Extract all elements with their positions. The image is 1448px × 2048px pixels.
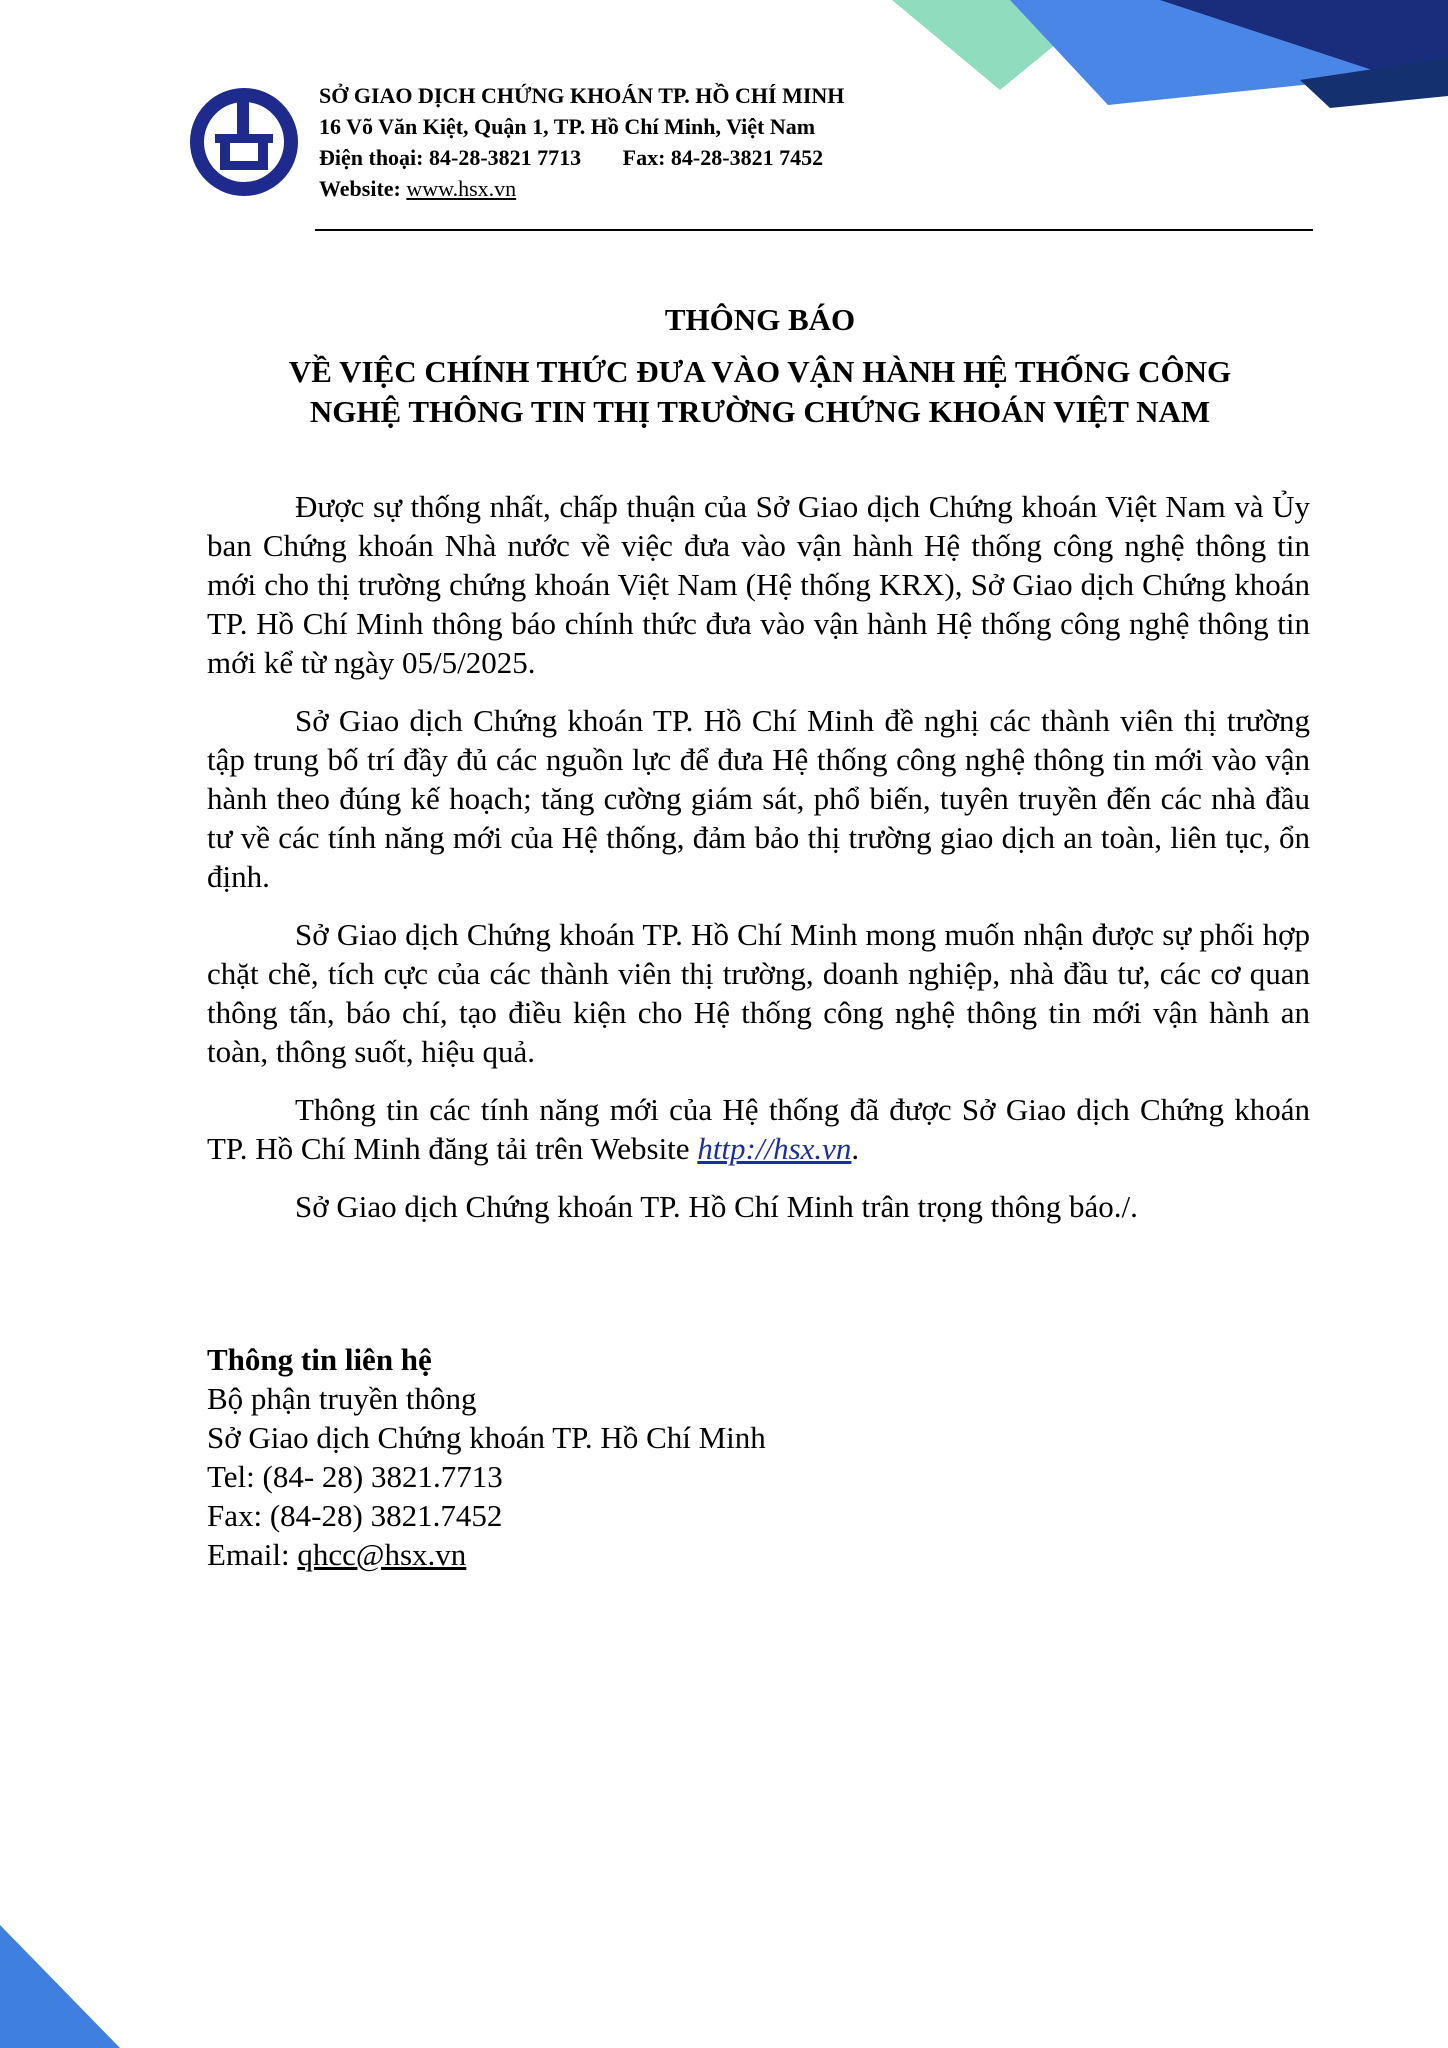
org-fax: Fax: 84-28-3821 7452 — [622, 145, 824, 170]
contact-fax: Fax: (84-28) 3821.7452 — [207, 1498, 503, 1533]
org-phone: Điện thoại: 84-28-3821 7713 — [319, 145, 582, 170]
contact-heading: Thông tin liên hệ — [207, 1342, 432, 1377]
body-paragraph-3: Sở Giao dịch Chứng khoán TP. Hồ Chí Minh mong muốn nhận được sự phối hợp chặt chẽ, tích cực của các thành viên thị trường, doanh nghiệp, nhà đầu tư, các cơ quan thông tấn, báo chí, tạo điều kiện cho Hệ thống công nghệ thông tin mới vận hành an toàn, thông suốt, hiệu quả. — [207, 917, 1310, 1069]
navy-stripe-shape — [1300, 58, 1448, 108]
email-label: Email: — [207, 1537, 298, 1572]
body-paragraph-4 — [207, 1090, 1310, 1168]
teal-band-shape — [892, 0, 1110, 90]
organization-header — [319, 80, 844, 204]
notice-subtitle — [160, 352, 1360, 432]
notice-body — [207, 487, 1310, 1245]
contact-department: Bộ phận truyền thông — [207, 1381, 477, 1416]
org-address: 16 Võ Văn Kiệt, Quận 1, TP. Hồ Chí Minh, Việt Nam — [319, 114, 816, 139]
body-paragraph-4-text: Thông tin các tính năng mới của Hệ thống đã được Sở Giao dịch Chứng khoán TP. Hồ Chí Minh đăng tải trên Website — [207, 1092, 1310, 1166]
header-divider — [315, 229, 1313, 231]
light-blue-band-shape — [1010, 0, 1448, 105]
body-paragraph-2: Sở Giao dịch Chứng khoán TP. Hồ Chí Minh đề nghị các thành viên thị trường tập trung bố trí đầy đủ các nguồn lực để đưa Hệ thống công nghệ thông tin mới vào vận hành theo đúng kế hoạch; tăng cường giám sát, phổ biến, tuyên truyền đến các nhà đầu tư về các tính năng mới của Hệ thống, đảm bảo thị trường giao dịch an toàn, liên tục, ổn định. — [207, 703, 1310, 894]
contact-tel: Tel: (84- 28) 3821.7713 — [207, 1459, 503, 1494]
bottom-left-corner-shape — [0, 1925, 120, 2048]
hsx-logo — [190, 88, 298, 196]
contact-email-line — [207, 1535, 766, 1574]
org-name: SỞ GIAO DỊCH CHỨNG KHOÁN TP. HỒ CHÍ MINH — [319, 83, 845, 108]
notice-subtitle-line-1: VỀ VIỆC CHÍNH THỨC ĐƯA VÀO VẬN HÀNH HỆ THỐNG CÔNG — [288, 354, 1232, 389]
hsx-website-link[interactable]: http://hsx.vn — [697, 1131, 852, 1166]
website-link[interactable]: www.hsx.vn — [406, 176, 517, 201]
navy-band-shape — [1160, 0, 1448, 95]
org-website-line — [319, 173, 844, 204]
contact-info — [207, 1340, 766, 1574]
notice-subtitle-line-2: NGHỆ THÔNG TIN THỊ TRƯỜNG CHỨNG KHOÁN VIỆT NAM — [309, 394, 1211, 429]
email-link[interactable]: qhcc@hsx.vn — [297, 1537, 467, 1572]
org-contact-line — [319, 142, 844, 173]
body-paragraph-4-end: . — [851, 1131, 860, 1166]
notice-title: THÔNG BÁO — [664, 302, 856, 337]
body-paragraph-5: Sở Giao dịch Chứng khoán TP. Hồ Chí Minh trân trọng thông báo./. — [295, 1189, 1138, 1224]
body-paragraph-1: Được sự thống nhất, chấp thuận của Sở Giao dịch Chứng khoán Việt Nam và Ủy ban Chứng khoán Nhà nước về việc đưa vào vận hành Hệ thống công nghệ thông tin mới cho thị trường chứng khoán Việt Nam (Hệ thống KRX), Sở Giao dịch Chứng khoán TP. Hồ Chí Minh thông báo chính thức đưa vào vận hành Hệ thống công nghệ thông tin mới kể từ ngày 05/5/2025. — [207, 489, 1310, 680]
website-label: Website: — [319, 176, 407, 201]
contact-organization: Sở Giao dịch Chứng khoán TP. Hồ Chí Minh — [207, 1420, 766, 1455]
